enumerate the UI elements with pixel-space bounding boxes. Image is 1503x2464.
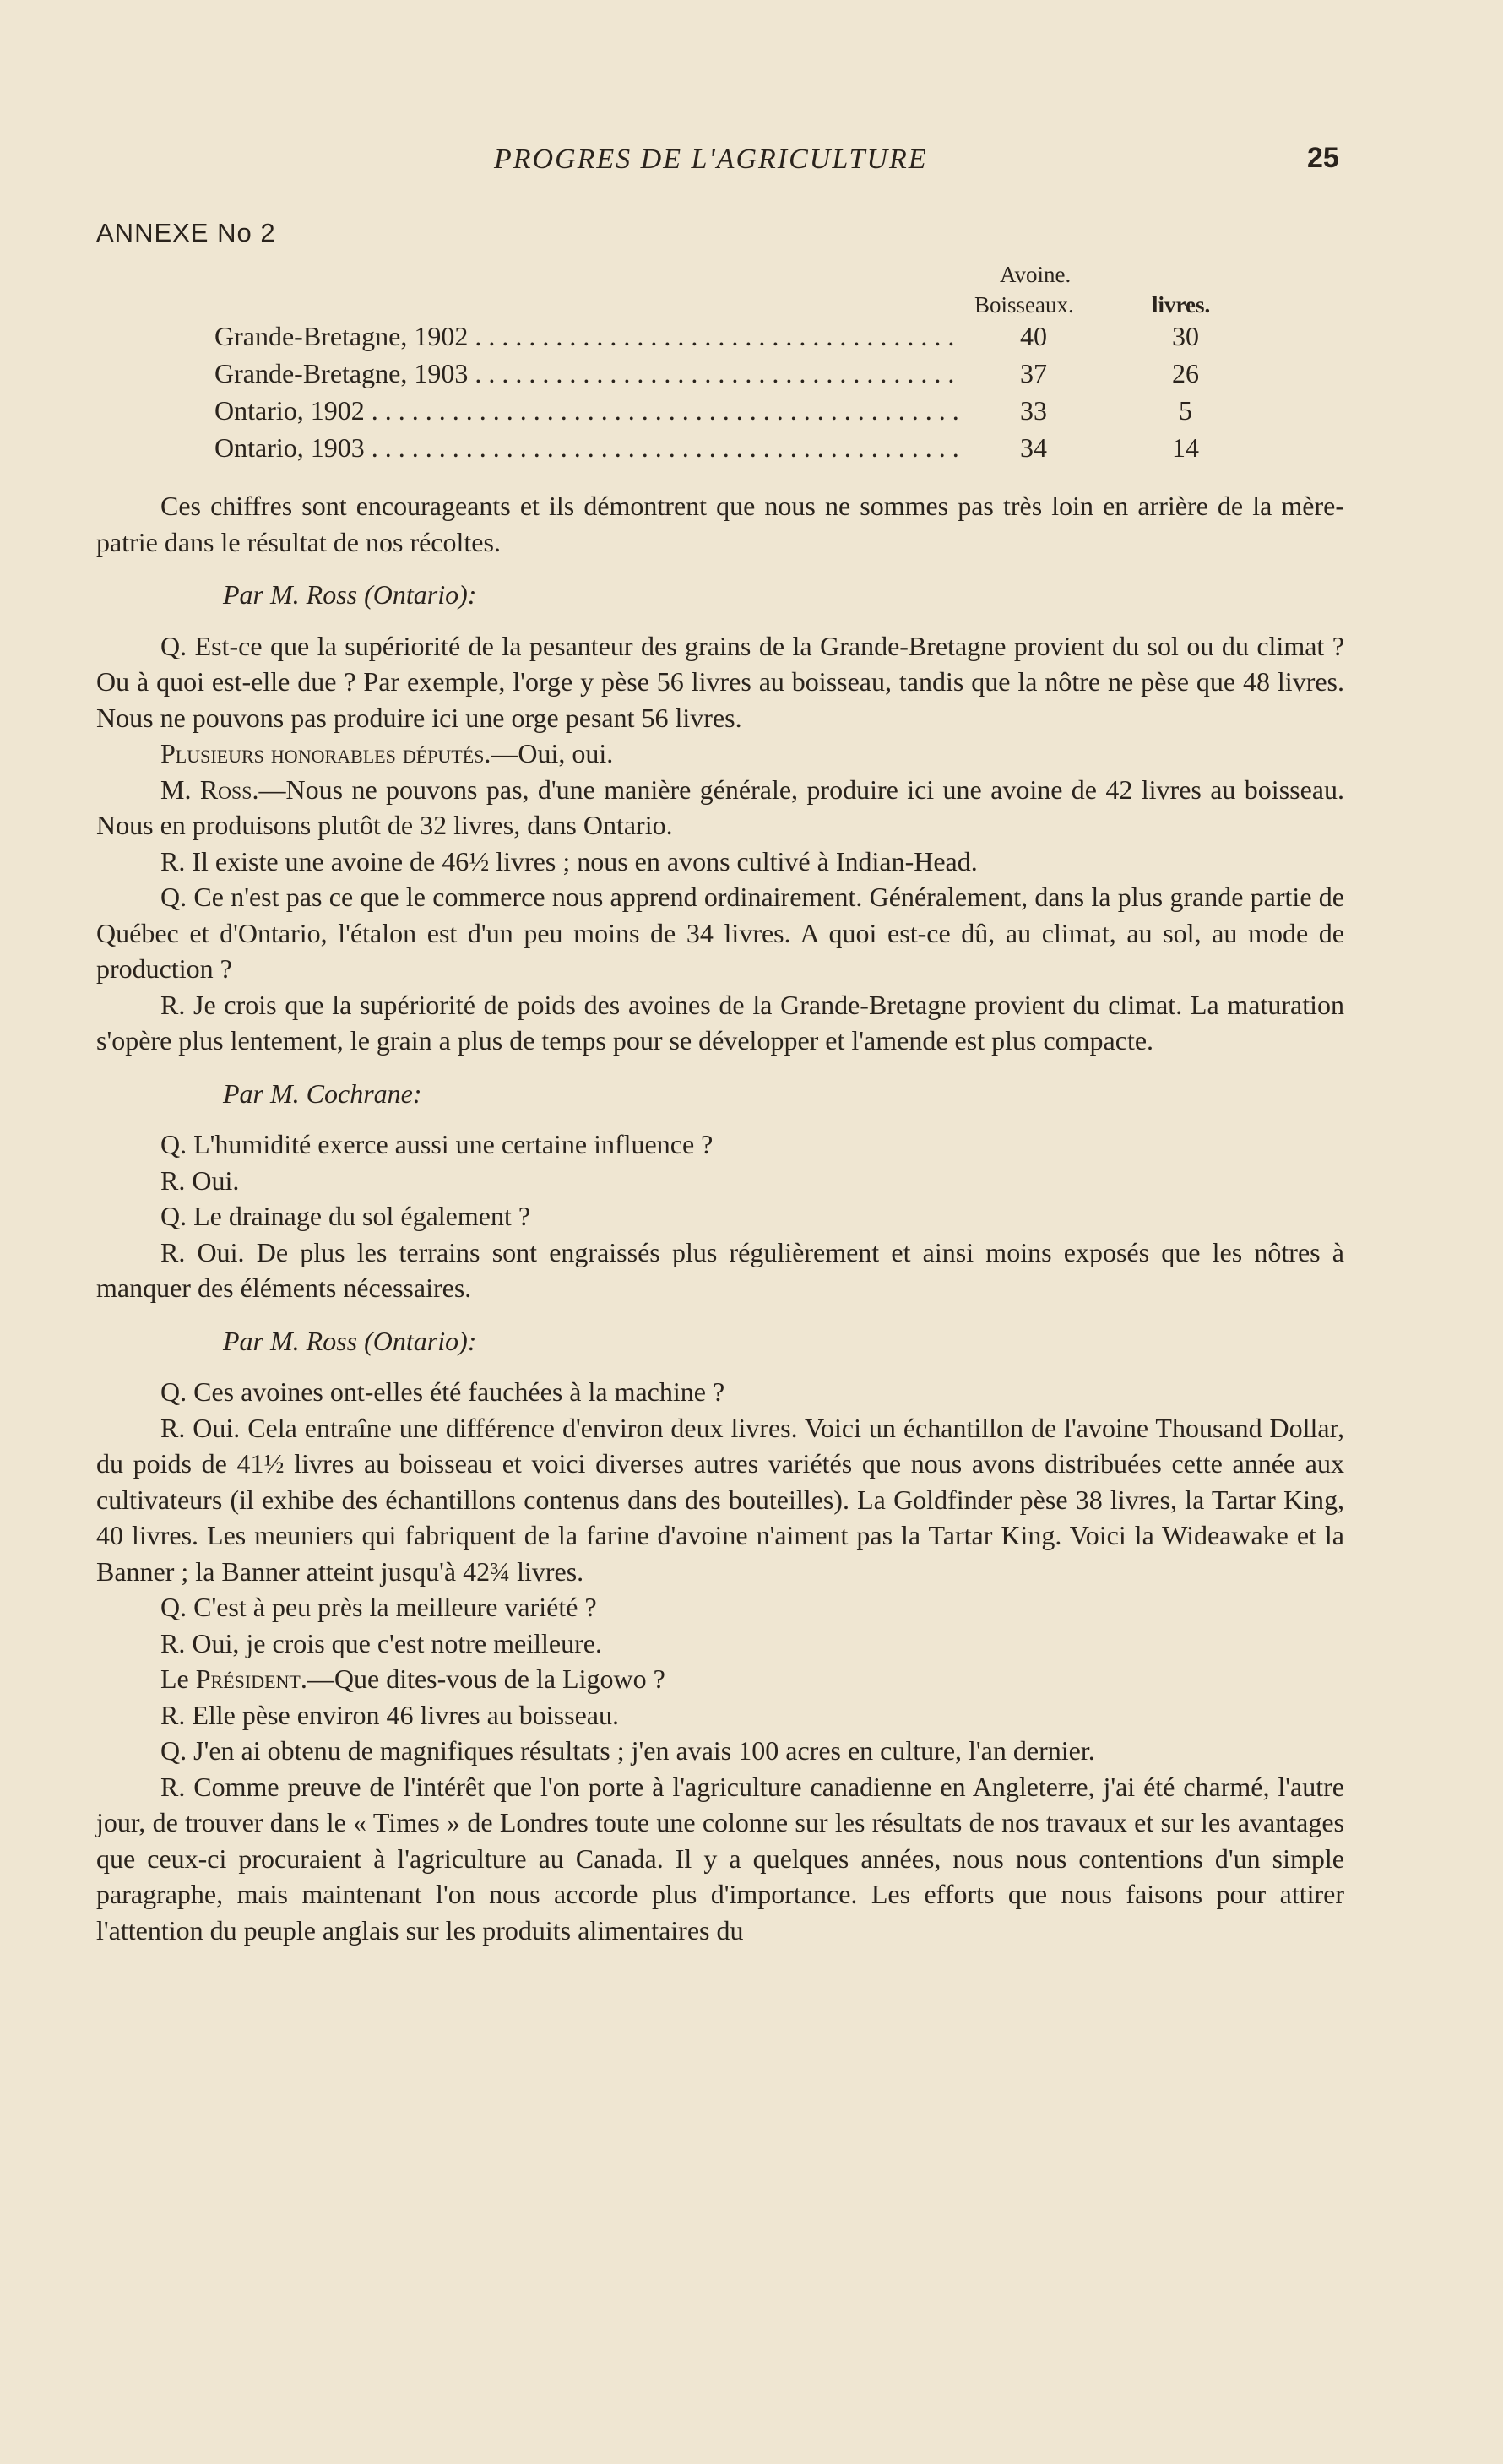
paragraph: Q. Le drainage du sol également ? [160, 1201, 531, 1231]
paragraph: R. Oui. De plus les terrains sont engraissés plus régulièrement et ainsi moins exposés que les nôtres à manquer des éléments nécessaires. [96, 1236, 1344, 1303]
paragraph: R. Il existe une avoine de 46½ livres ; nous en avons cultivé à Indian-Head. [160, 845, 978, 877]
speaker-name: Plusieurs honorables députés [160, 738, 485, 768]
paragraph: Q. J'en ai obtenu de magnifiques résultats ; j'en avais 100 acres en culture, l'an dernier. [160, 1735, 1095, 1766]
paragraph: Q. L'humidité exerce aussi une certaine influence ? [160, 1129, 714, 1159]
table-row [214, 432, 1228, 469]
paragraph: Q. Ces avoines ont-elles été fauchées à la machine ? [160, 1376, 725, 1407]
paragraph: Q. Est-ce que la supériorité de la pesanteur des grains de la Grande-Bretagne provient du sol ou du climat ? Ou à quoi est-elle due ? Par exemple, l'orge y pèse 56 livres au boisseau, tandis que la nôtre ne pèse que 48 livres. Nous ne pouvons pas produire ici une orge pesant 56 livres. [96, 630, 1344, 733]
cell-livres: 5 [1179, 395, 1192, 426]
cell-livres: 30 [1172, 321, 1199, 351]
paragraph [96, 772, 1344, 844]
paragraph [96, 1661, 1344, 1697]
cell-boisseaux: 40 [1020, 321, 1047, 351]
cell-livres: 26 [1172, 358, 1199, 388]
paragraph: R. Oui, je crois que c'est notre meilleure. [160, 1627, 602, 1658]
speaker-heading: Par M. Cochrane: [223, 1077, 422, 1109]
paragraph: R. Elle pèse environ 46 livres au boisseau. [160, 1699, 619, 1730]
running-head: PROGRES DE L'AGRICULTURE [494, 144, 928, 175]
row-label: Grande-Bretagne, 1903 . . . [214, 358, 958, 389]
table-row [214, 321, 1228, 358]
paragraph-text: .—Oui, oui. [484, 738, 614, 768]
paragraph-text: .—Que dites-vous de la Ligowo ? [300, 1663, 665, 1694]
speaker-name: M. Ross [160, 773, 252, 805]
row-label: Grande-Bretagne, 1902 . . . [214, 321, 958, 352]
row-label: Ontario, 1902 . . . [214, 395, 958, 426]
speaker-heading: Par M. Ross (Ontario): [223, 579, 477, 610]
paragraph: Q. C'est à peu près la meilleure variété ? [160, 1592, 597, 1622]
row-label: Ontario, 1903 . . . [214, 432, 958, 464]
paragraph-text: Le [160, 1663, 196, 1694]
cell-boisseaux: 33 [1020, 395, 1047, 426]
table-row [214, 358, 1228, 395]
column-group-header: Avoine. [1000, 262, 1072, 287]
paragraph: R. Comme preuve de l'intérêt que l'on porte à l'agriculture canadienne en Angleterre, j'ai été charmé, l'autre jour, de trouver dans le « Times » de Londres toute une colonne sur les résultats de nos travaux et sur les avantages que ceux-ci procuraient à l'agriculture au Canada. Il y a quelques années, nous nous contentions d'un simple paragraphe, mais maintenant l'on nous accorde plus d'importance. Les efforts que nous faisons pour attirer l'attention du peuple anglais sur les produits alimentaires du [96, 1771, 1344, 1946]
table-row [214, 395, 1228, 432]
speaker-heading: Par M. Ross (Ontario): [223, 1325, 477, 1356]
cell-boisseaux: 37 [1020, 358, 1047, 388]
paragraph: R. Oui. Cela entraîne une différence d'environ deux livres. Voici un échantillon de l'avoine Thousand Dollar, du poids de 41½ livres au boisseau et voici diverses autres variétés que nous avons distribuées cette année aux cultivateurs (il exhibe des échantillons contenus dans des bouteilles). La Goldfinder pèse 38 livres, la Tartar King, 40 livres. Les meuniers qui fabriquent de la farine d'avoine n'aiment pas la Tartar King. Voici la Wideawake et la Banner ; la Banner atteint jusqu'à 42¾ livres. [96, 1412, 1344, 1587]
paragraph: Q. Ce n'est pas ce que le commerce nous apprend ordinairement. Généralement, dans la plus grande partie de Québec et d'Ontario, l'étalon est d'un peu moins de 34 livres. A quoi est-ce dû, au climat, au sol, au mode de production ? [96, 882, 1344, 984]
column-header-livres: livres. [1152, 292, 1211, 317]
cell-livres: 14 [1172, 432, 1199, 463]
paragraph: R. Je crois que la supériorité de poids des avoines de la Grande-Bretagne provient du climat. La maturation s'opère plus lentement, le grain a plus de temps pour se développer et l'amende est plus compacte. [96, 989, 1344, 1056]
annex-label: ANNEXE No 2 [96, 218, 276, 247]
table-header [214, 262, 1228, 321]
cell-boisseaux: 34 [1020, 432, 1047, 463]
oats-weight-table [214, 262, 1228, 469]
paragraph: Ces chiffres sont encourageants et ils démontrent que nous ne sommes pas très loin en arrière de la mère-patrie dans le résultat de nos récoltes. [96, 491, 1344, 557]
page-number: 25 [1307, 142, 1339, 174]
paragraph: R. Oui. [160, 1164, 240, 1196]
paragraph-text: .—Nous ne pouvons pas, d'une manière générale, produire ici une avoine de 42 livres au boisseau. Nous en produisons plutôt de 32 livres, dans Ontario. [96, 773, 1344, 840]
speaker-name: Président [195, 1663, 301, 1694]
column-header-boisseaux: Boisseaux. [974, 292, 1074, 317]
body-text [96, 488, 1344, 1948]
paragraph [96, 735, 1344, 772]
